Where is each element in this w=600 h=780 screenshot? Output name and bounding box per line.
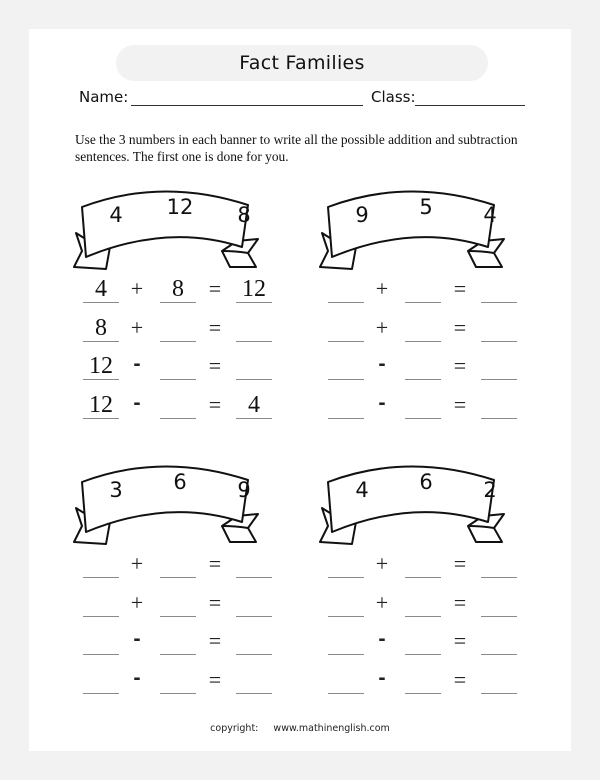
equation-row xyxy=(328,664,528,694)
operator-sign: - xyxy=(378,392,386,414)
answer-blank-second[interactable]: 8 xyxy=(160,276,196,303)
worksheet-title: Fact Families xyxy=(116,45,488,81)
answer-blank-result[interactable] xyxy=(481,628,517,655)
operator-sign: - xyxy=(133,629,141,650)
answer-blank-first[interactable] xyxy=(83,590,119,617)
equation-row xyxy=(328,350,528,380)
answer-blank-result[interactable] xyxy=(481,551,517,578)
equals-sign: = xyxy=(208,391,222,417)
answer-blank-result[interactable]: 4 xyxy=(236,392,272,419)
banner-number: 5 xyxy=(419,195,433,219)
answer-blank-result[interactable] xyxy=(481,276,517,303)
operator-sign: + xyxy=(375,276,389,301)
number-banner xyxy=(318,458,508,548)
operator-sign: - xyxy=(378,667,386,689)
equation-row xyxy=(328,312,528,342)
answer-blank-second[interactable] xyxy=(405,353,441,380)
instructions-text: Use the 3 numbers in each banner to write all the possible addition and subtraction sentences. The first one is done for you. xyxy=(75,132,518,164)
equals-sign: = xyxy=(208,551,222,576)
answer-blank-first[interactable]: 12 xyxy=(83,353,119,380)
equation-row xyxy=(83,664,283,694)
answer-blank-first[interactable] xyxy=(83,667,119,694)
operator-sign: - xyxy=(133,667,141,689)
banner-number: 6 xyxy=(173,470,187,494)
equals-sign: = xyxy=(453,589,467,615)
banner-number: 4 xyxy=(355,478,369,502)
banner-number: 12 xyxy=(166,195,194,219)
answer-blank-second[interactable] xyxy=(405,315,441,342)
operator-sign: + xyxy=(375,551,389,576)
class-field[interactable] xyxy=(415,105,525,106)
banner-number: 9 xyxy=(355,203,369,227)
equation-row xyxy=(328,389,528,419)
answer-blank-first[interactable] xyxy=(83,551,119,578)
answer-blank-first[interactable] xyxy=(328,392,364,419)
equals-sign: = xyxy=(453,353,467,378)
number-banner xyxy=(318,183,508,273)
answer-blank-result[interactable] xyxy=(481,667,517,694)
answer-blank-result[interactable] xyxy=(236,628,272,655)
answer-blank-result[interactable] xyxy=(236,315,272,342)
footer xyxy=(0,723,600,734)
equation-row xyxy=(328,587,528,617)
answer-blank-result[interactable] xyxy=(481,353,517,380)
class-label: Class: xyxy=(371,88,416,106)
answer-blank-result[interactable] xyxy=(236,667,272,694)
banner-number: 2 xyxy=(483,478,497,502)
equation-row xyxy=(83,350,283,380)
copyright-label: copyright: xyxy=(210,723,259,734)
answer-blank-first[interactable]: 4 xyxy=(83,276,119,303)
answer-blank-first[interactable] xyxy=(328,353,364,380)
answer-blank-first[interactable]: 12 xyxy=(83,392,119,419)
answer-blank-first[interactable] xyxy=(328,551,364,578)
answer-blank-second[interactable] xyxy=(405,551,441,578)
answer-blank-second[interactable] xyxy=(405,590,441,617)
operator-sign: + xyxy=(130,551,144,576)
ribbon-banner-icon xyxy=(318,183,508,273)
equation-row xyxy=(328,548,528,578)
answer-blank-first[interactable] xyxy=(328,628,364,655)
answer-blank-second[interactable] xyxy=(160,667,196,694)
answer-blank-second[interactable] xyxy=(160,353,196,380)
equation-row xyxy=(83,389,283,419)
answer-blank-second[interactable] xyxy=(405,667,441,694)
answer-blank-second[interactable] xyxy=(160,315,196,342)
answer-blank-result[interactable] xyxy=(236,551,272,578)
answer-blank-first[interactable]: 8 xyxy=(83,315,119,342)
banner-number: 3 xyxy=(109,478,123,502)
operator-sign: + xyxy=(375,589,389,615)
answer-blank-result[interactable]: 12 xyxy=(236,276,272,303)
equation-row xyxy=(83,273,283,303)
operator-sign: - xyxy=(133,354,141,375)
equals-sign: = xyxy=(208,353,222,378)
answer-blank-result[interactable] xyxy=(236,353,272,380)
operator-sign: - xyxy=(133,392,141,414)
equation-row xyxy=(83,548,283,578)
equation-row xyxy=(328,273,528,303)
name-field[interactable] xyxy=(131,105,363,106)
equals-sign: = xyxy=(208,666,222,692)
answer-blank-second[interactable] xyxy=(405,628,441,655)
answer-blank-first[interactable] xyxy=(328,276,364,303)
banner-number: 8 xyxy=(237,203,251,227)
answer-blank-first[interactable] xyxy=(83,628,119,655)
answer-blank-second[interactable] xyxy=(160,628,196,655)
answer-blank-result[interactable] xyxy=(481,590,517,617)
answer-blank-first[interactable] xyxy=(328,315,364,342)
answer-blank-result[interactable] xyxy=(481,315,517,342)
answer-blank-result[interactable] xyxy=(481,392,517,419)
operator-sign: - xyxy=(378,629,386,650)
equals-sign: = xyxy=(208,314,222,340)
number-banner xyxy=(72,458,262,548)
equals-sign: = xyxy=(208,589,222,615)
ribbon-banner-icon xyxy=(72,458,262,548)
ribbon-banner-icon xyxy=(318,458,508,548)
equation-row xyxy=(83,312,283,342)
answer-blank-first[interactable] xyxy=(328,590,364,617)
answer-blank-second[interactable] xyxy=(160,590,196,617)
name-label: Name: xyxy=(79,88,129,106)
equation-row xyxy=(83,625,283,655)
equals-sign: = xyxy=(453,314,467,340)
operator-sign: + xyxy=(130,276,144,301)
banner-number: 6 xyxy=(419,470,433,494)
equation-row xyxy=(328,625,528,655)
answer-blank-result[interactable] xyxy=(236,590,272,617)
operator-sign: + xyxy=(130,314,144,340)
equals-sign: = xyxy=(453,551,467,576)
answer-blank-second[interactable] xyxy=(405,392,441,419)
banner-number: 4 xyxy=(109,203,123,227)
answer-blank-second[interactable] xyxy=(160,392,196,419)
answer-blank-second[interactable] xyxy=(160,551,196,578)
operator-sign: + xyxy=(375,314,389,340)
equals-sign: = xyxy=(453,391,467,417)
equals-sign: = xyxy=(453,666,467,692)
equals-sign: = xyxy=(208,276,222,301)
banner-number: 4 xyxy=(483,203,497,227)
answer-blank-first[interactable] xyxy=(328,667,364,694)
operator-sign: - xyxy=(378,354,386,375)
equation-row xyxy=(83,587,283,617)
website-link[interactable]: www.mathinenglish.com xyxy=(273,723,390,734)
equals-sign: = xyxy=(208,628,222,653)
operator-sign: + xyxy=(130,589,144,615)
number-banner xyxy=(72,183,262,273)
equals-sign: = xyxy=(453,628,467,653)
answer-blank-second[interactable] xyxy=(405,276,441,303)
equals-sign: = xyxy=(453,276,467,301)
banner-number: 9 xyxy=(237,478,251,502)
